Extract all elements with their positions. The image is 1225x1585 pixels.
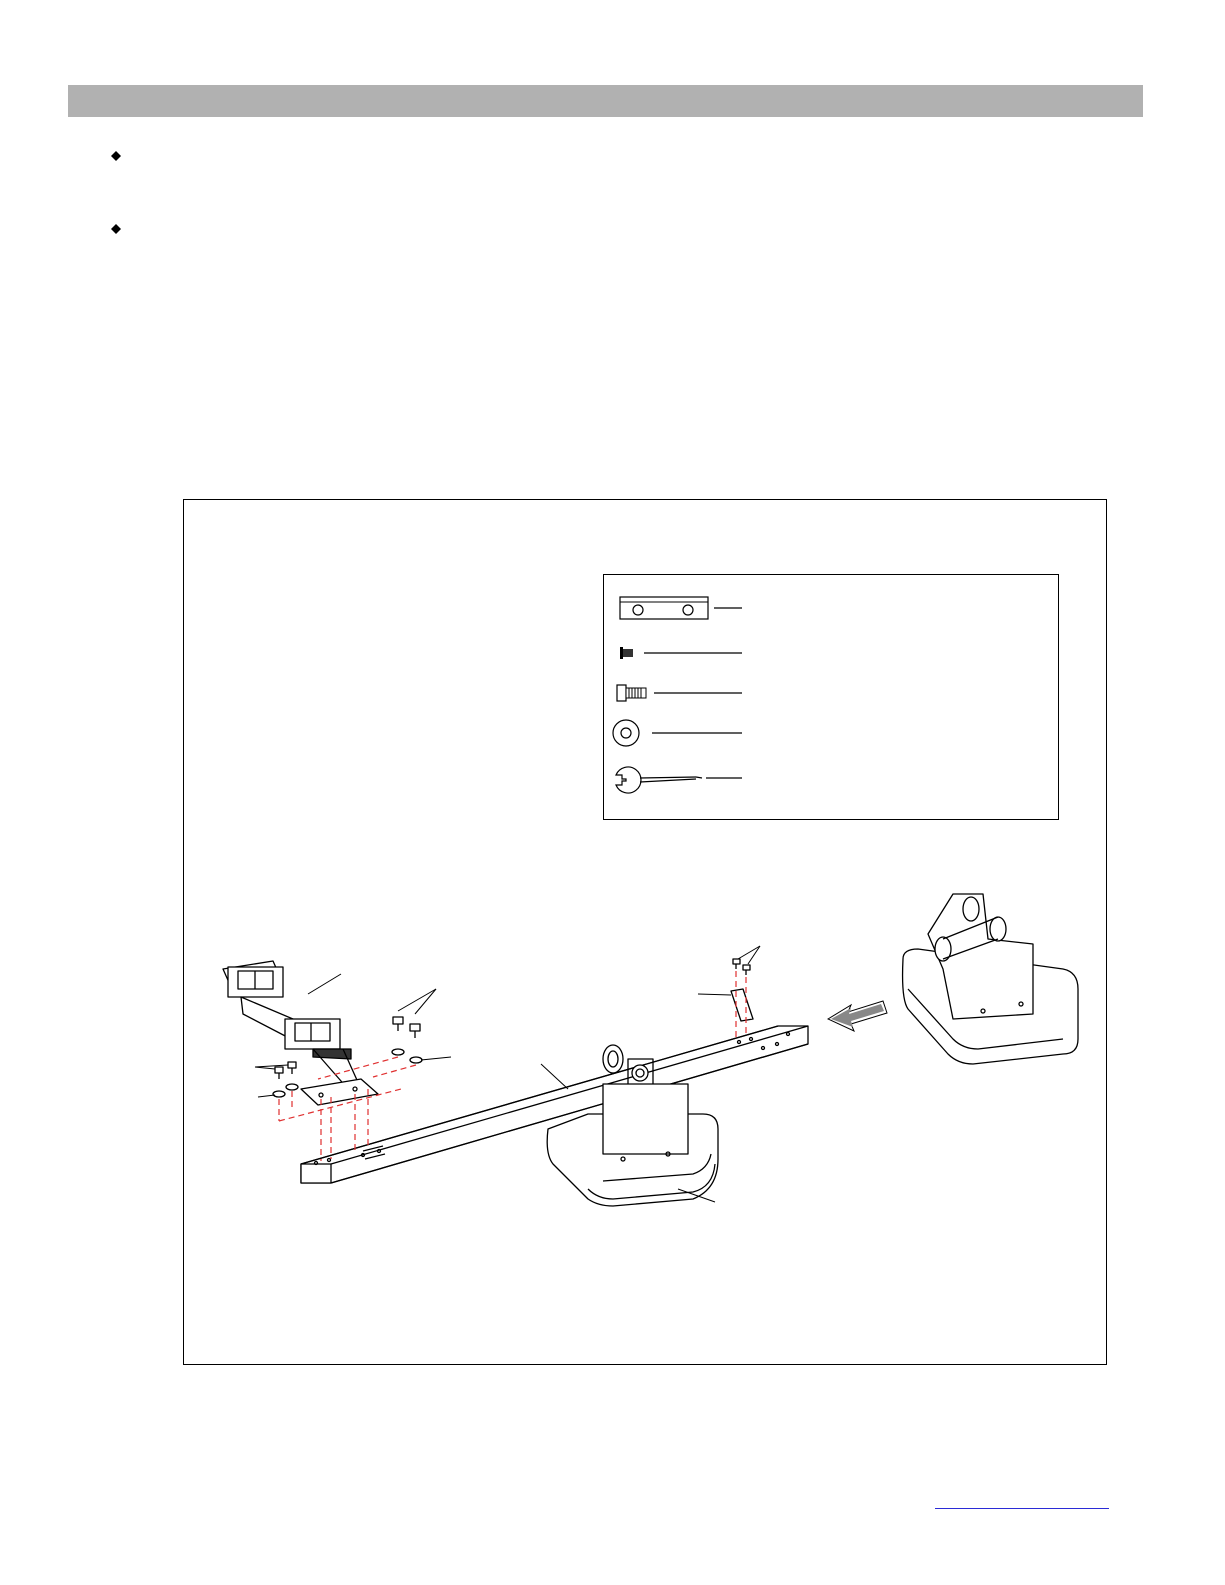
hardware-item-connector-plate — [604, 591, 1060, 631]
hardware-item-wrench-screwdriver — [604, 761, 1060, 801]
bullet-diamond-icon — [111, 224, 121, 234]
footer-link[interactable] — [935, 1508, 1109, 1509]
bullet-diamond-icon — [111, 151, 121, 161]
flat-head-screw-icon — [604, 637, 754, 677]
crossbar-connector-plate — [301, 1079, 378, 1105]
hardware-item-flat-head-screw — [604, 637, 1060, 677]
right-fasteners — [731, 959, 753, 1021]
wrench-screwdriver-icon — [604, 761, 754, 801]
direction-arrow-icon — [828, 1001, 887, 1031]
hardware-item-hex-bolt — [604, 677, 1060, 717]
hex-bolt-icon — [604, 677, 754, 717]
section-header-bar — [68, 85, 1143, 117]
connector-plate-icon — [604, 591, 754, 631]
hardware-legend-box — [603, 574, 1059, 820]
hardware-item-washer — [604, 715, 1060, 755]
right-foot-assembly — [903, 894, 1078, 1064]
washer-icon — [604, 715, 754, 755]
